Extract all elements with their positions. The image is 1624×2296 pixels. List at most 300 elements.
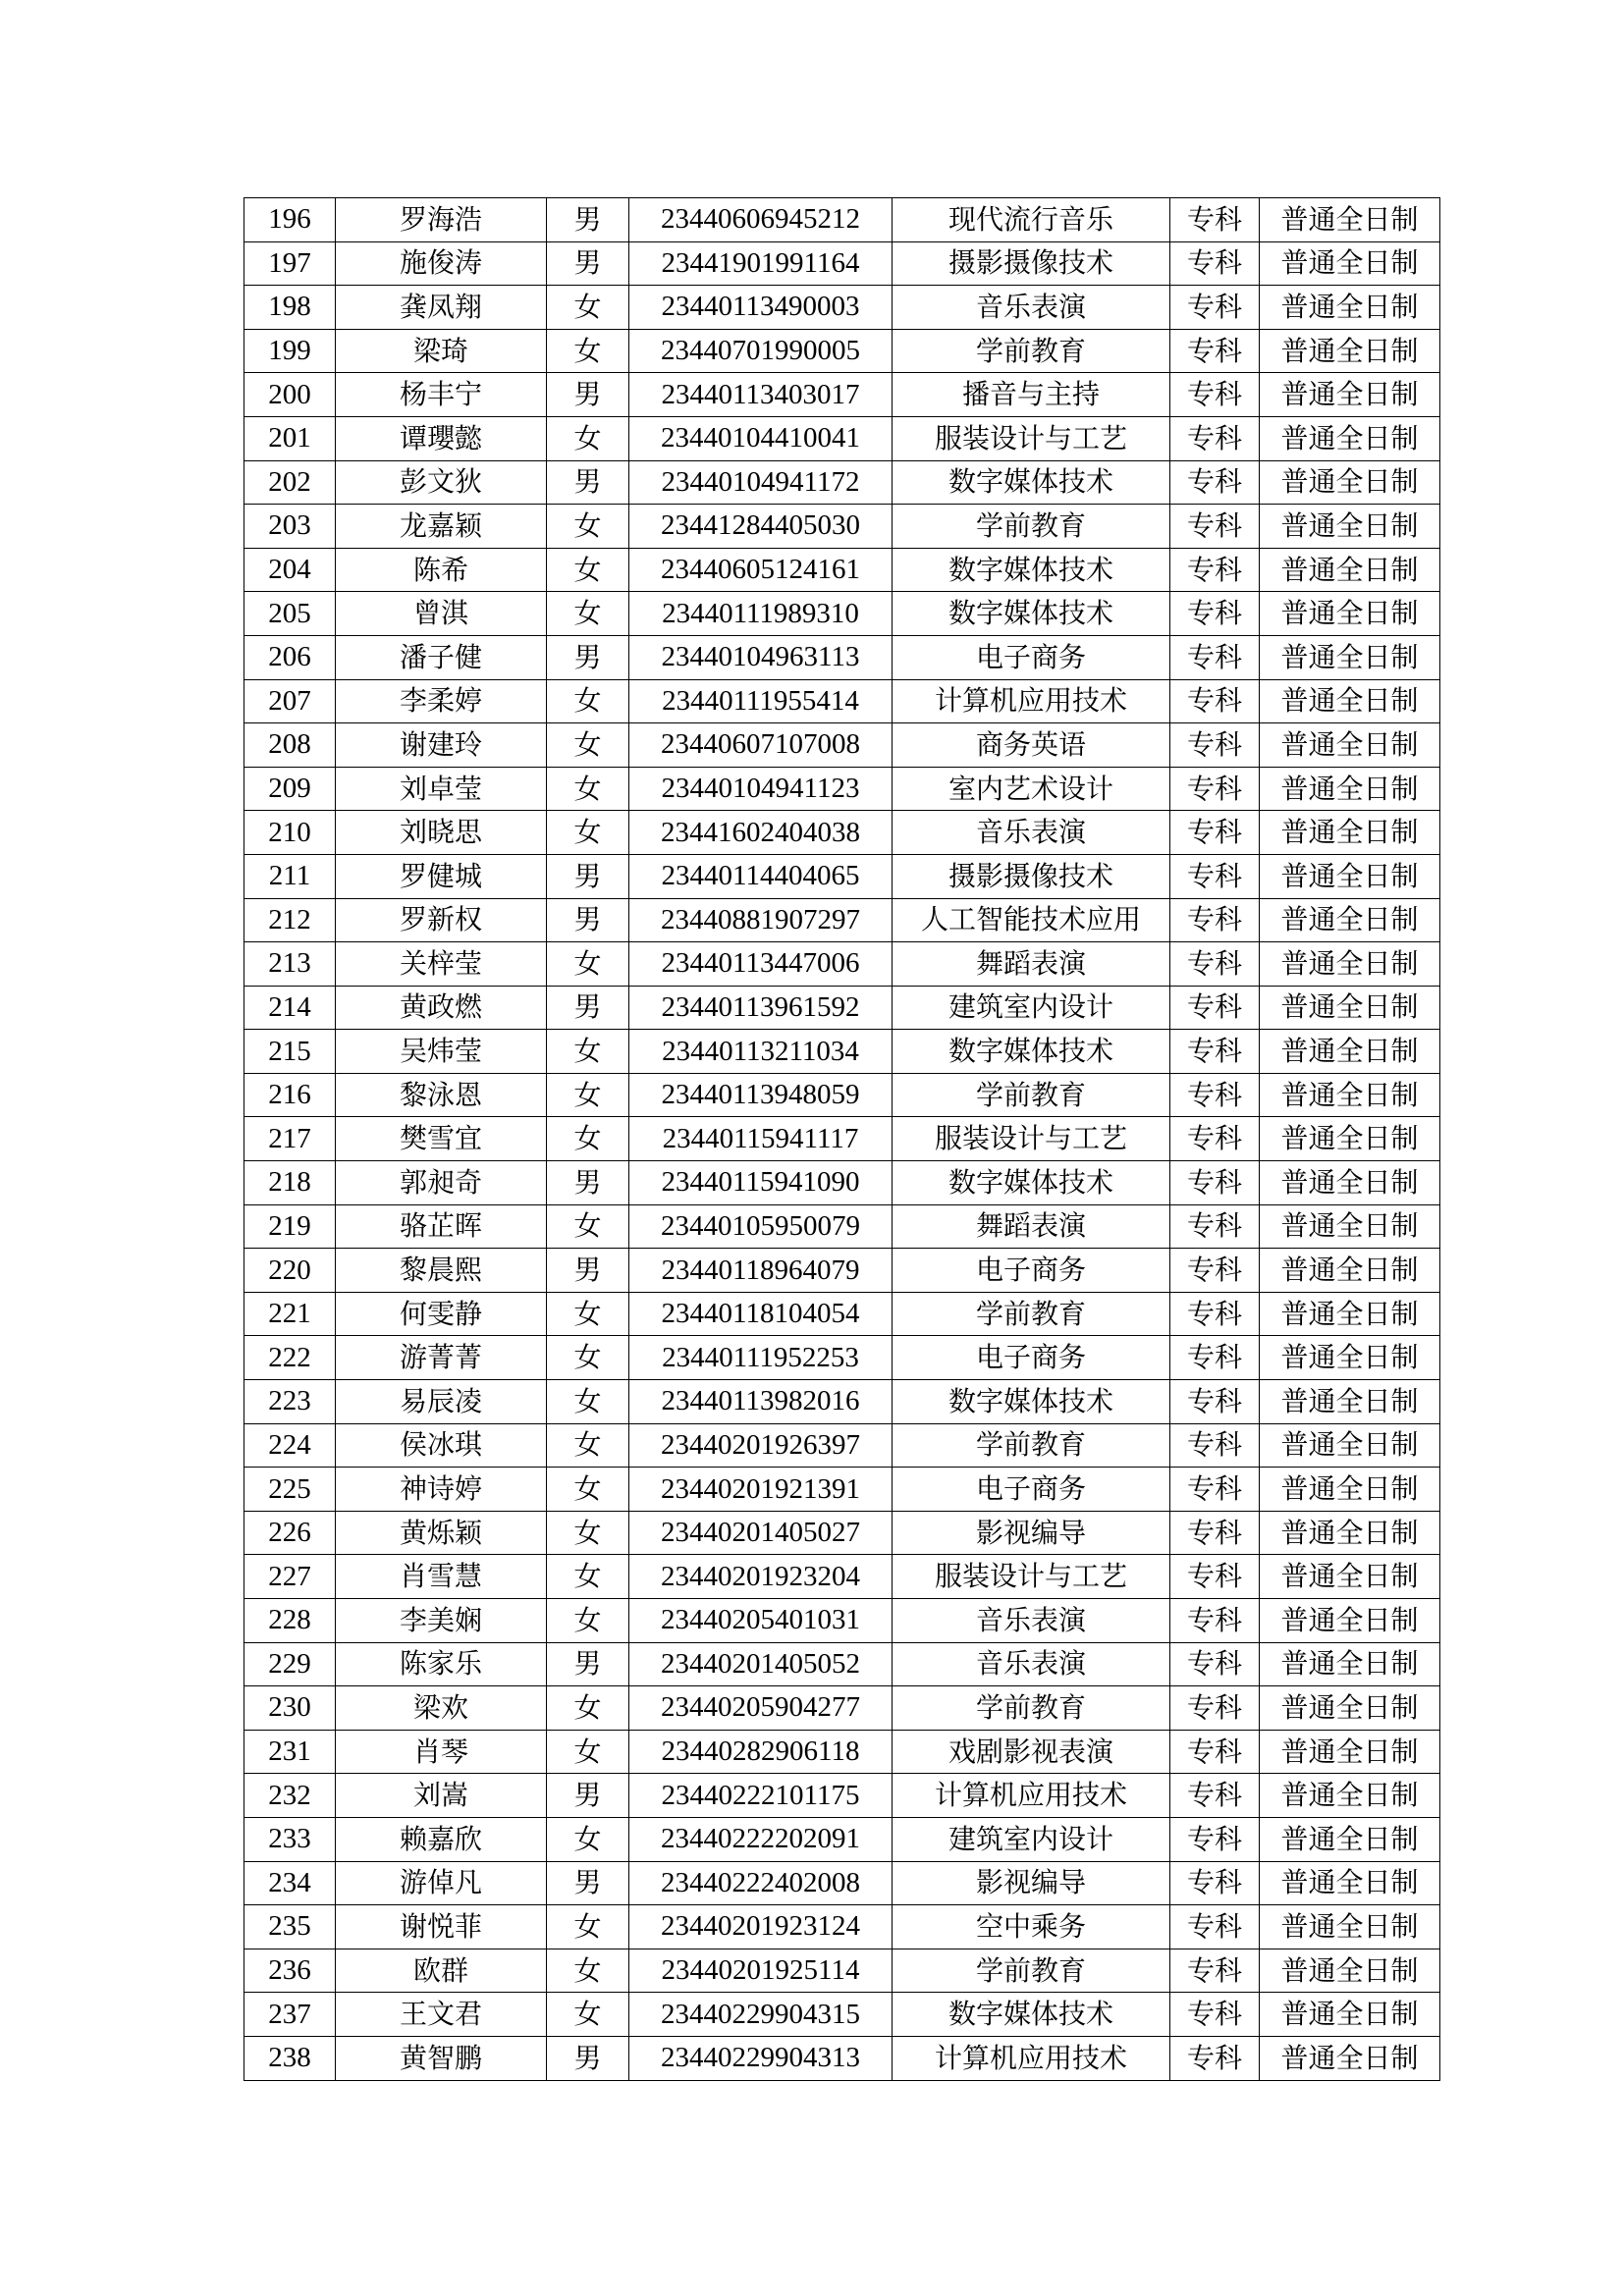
table-row [244, 373, 1440, 417]
study-mode-cell: 普通全日制 [1260, 635, 1440, 679]
candidate-number-cell: 23440222402008 [629, 1861, 893, 1905]
education-level-cell: 专科 [1170, 1161, 1260, 1205]
major-cell: 学前教育 [893, 505, 1170, 549]
student-name-cell: 关梓莹 [336, 942, 547, 987]
student-name-cell: 罗健城 [336, 854, 547, 898]
row-number-cell: 219 [244, 1204, 336, 1249]
gender-cell: 女 [547, 592, 629, 636]
row-number-cell: 233 [244, 1817, 336, 1861]
gender-cell: 男 [547, 1249, 629, 1293]
major-cell: 数字媒体技术 [893, 1161, 1170, 1205]
student-name-cell: 郭昶奇 [336, 1161, 547, 1205]
row-number-cell: 203 [244, 505, 336, 549]
row-number-cell: 224 [244, 1423, 336, 1468]
gender-cell: 女 [547, 1599, 629, 1643]
student-name-cell: 龙嘉颖 [336, 505, 547, 549]
study-mode-cell: 普通全日制 [1260, 679, 1440, 723]
table-row [244, 460, 1440, 505]
candidate-number-cell: 23440229904315 [629, 1993, 893, 2037]
student-name-cell: 易辰凌 [336, 1380, 547, 1424]
student-name-cell: 施俊涛 [336, 241, 547, 286]
student-name-cell: 李柔婷 [336, 679, 547, 723]
table-row [244, 416, 1440, 460]
major-cell: 空中乘务 [893, 1905, 1170, 1949]
table-row [244, 1774, 1440, 1818]
student-name-cell: 游倬凡 [336, 1861, 547, 1905]
major-cell: 舞蹈表演 [893, 1204, 1170, 1249]
study-mode-cell: 普通全日制 [1260, 1905, 1440, 1949]
candidate-number-cell: 23440113961592 [629, 986, 893, 1030]
table-row [244, 723, 1440, 768]
major-cell: 摄影摄像技术 [893, 241, 1170, 286]
major-cell: 影视编导 [893, 1511, 1170, 1555]
table-row [244, 1423, 1440, 1468]
row-number-cell: 196 [244, 198, 336, 242]
student-name-cell: 陈家乐 [336, 1642, 547, 1686]
row-number-cell: 218 [244, 1161, 336, 1205]
candidate-number-cell: 23440282906118 [629, 1730, 893, 1774]
study-mode-cell: 普通全日制 [1260, 548, 1440, 592]
major-cell: 数字媒体技术 [893, 592, 1170, 636]
student-name-cell: 梁欢 [336, 1686, 547, 1731]
major-cell: 服装设计与工艺 [893, 416, 1170, 460]
major-cell: 计算机应用技术 [893, 2036, 1170, 2080]
row-number-cell: 229 [244, 1642, 336, 1686]
study-mode-cell: 普通全日制 [1260, 854, 1440, 898]
candidate-number-cell: 23441602404038 [629, 811, 893, 855]
study-mode-cell: 普通全日制 [1260, 373, 1440, 417]
candidate-number-cell: 23440118104054 [629, 1292, 893, 1336]
row-number-cell: 198 [244, 286, 336, 330]
candidate-number-cell: 23440606945212 [629, 198, 893, 242]
candidate-number-cell: 23440222202091 [629, 1817, 893, 1861]
study-mode-cell: 普通全日制 [1260, 811, 1440, 855]
row-number-cell: 202 [244, 460, 336, 505]
candidate-number-cell: 23440113982016 [629, 1380, 893, 1424]
gender-cell: 女 [547, 1380, 629, 1424]
row-number-cell: 235 [244, 1905, 336, 1949]
education-level-cell: 专科 [1170, 1555, 1260, 1599]
student-name-cell: 陈希 [336, 548, 547, 592]
study-mode-cell: 普通全日制 [1260, 986, 1440, 1030]
education-level-cell: 专科 [1170, 1423, 1260, 1468]
candidate-number-cell: 23440113403017 [629, 373, 893, 417]
gender-cell: 女 [547, 1030, 629, 1074]
student-name-cell: 何雯静 [336, 1292, 547, 1336]
student-name-cell: 黎晨熙 [336, 1249, 547, 1293]
table-row [244, 1117, 1440, 1161]
candidate-number-cell: 23440111989310 [629, 592, 893, 636]
major-cell: 音乐表演 [893, 811, 1170, 855]
major-cell: 学前教育 [893, 1292, 1170, 1336]
candidate-number-cell: 23440205904277 [629, 1686, 893, 1731]
gender-cell: 男 [547, 1774, 629, 1818]
gender-cell: 女 [547, 1905, 629, 1949]
student-name-cell: 潘子健 [336, 635, 547, 679]
education-level-cell: 专科 [1170, 1993, 1260, 2037]
student-name-cell: 刘卓莹 [336, 767, 547, 811]
education-level-cell: 专科 [1170, 2036, 1260, 2080]
table-row [244, 548, 1440, 592]
table-row [244, 1905, 1440, 1949]
gender-cell: 男 [547, 198, 629, 242]
study-mode-cell: 普通全日制 [1260, 1073, 1440, 1117]
student-name-cell: 李美娴 [336, 1599, 547, 1643]
student-name-cell: 谢建玲 [336, 723, 547, 768]
candidate-number-cell: 23440201923124 [629, 1905, 893, 1949]
student-name-cell: 肖雪慧 [336, 1555, 547, 1599]
study-mode-cell: 普通全日制 [1260, 1861, 1440, 1905]
student-name-cell: 黎泳恩 [336, 1073, 547, 1117]
table-row [244, 811, 1440, 855]
student-name-cell: 骆芷晖 [336, 1204, 547, 1249]
row-number-cell: 221 [244, 1292, 336, 1336]
major-cell: 电子商务 [893, 1336, 1170, 1380]
major-cell: 建筑室内设计 [893, 986, 1170, 1030]
study-mode-cell: 普通全日制 [1260, 329, 1440, 373]
education-level-cell: 专科 [1170, 986, 1260, 1030]
candidate-number-cell: 23440113447006 [629, 942, 893, 987]
student-name-cell: 罗新权 [336, 898, 547, 942]
education-level-cell: 专科 [1170, 329, 1260, 373]
education-level-cell: 专科 [1170, 1511, 1260, 1555]
candidate-number-cell: 23440701990005 [629, 329, 893, 373]
row-number-cell: 216 [244, 1073, 336, 1117]
education-level-cell: 专科 [1170, 1249, 1260, 1293]
study-mode-cell: 普通全日制 [1260, 1774, 1440, 1818]
row-number-cell: 205 [244, 592, 336, 636]
table-row [244, 1511, 1440, 1555]
student-name-cell: 神诗婷 [336, 1468, 547, 1512]
table-row [244, 2036, 1440, 2080]
major-cell: 数字媒体技术 [893, 460, 1170, 505]
student-name-cell: 游菁菁 [336, 1336, 547, 1380]
table-body [244, 198, 1440, 2081]
student-name-cell: 赖嘉欣 [336, 1817, 547, 1861]
gender-cell: 女 [547, 1336, 629, 1380]
candidate-number-cell: 23440104410041 [629, 416, 893, 460]
gender-cell: 女 [547, 1555, 629, 1599]
gender-cell: 女 [547, 1292, 629, 1336]
education-level-cell: 专科 [1170, 854, 1260, 898]
candidate-number-cell: 23440114404065 [629, 854, 893, 898]
gender-cell: 女 [547, 811, 629, 855]
education-level-cell: 专科 [1170, 373, 1260, 417]
gender-cell: 男 [547, 854, 629, 898]
education-level-cell: 专科 [1170, 1117, 1260, 1161]
major-cell: 商务英语 [893, 723, 1170, 768]
gender-cell: 女 [547, 942, 629, 987]
row-number-cell: 204 [244, 548, 336, 592]
education-level-cell: 专科 [1170, 1686, 1260, 1731]
major-cell: 影视编导 [893, 1861, 1170, 1905]
row-number-cell: 211 [244, 854, 336, 898]
table-row [244, 1030, 1440, 1074]
major-cell: 室内艺术设计 [893, 767, 1170, 811]
education-level-cell: 专科 [1170, 811, 1260, 855]
education-level-cell: 专科 [1170, 679, 1260, 723]
row-number-cell: 201 [244, 416, 336, 460]
study-mode-cell: 普通全日制 [1260, 1949, 1440, 1993]
study-mode-cell: 普通全日制 [1260, 1511, 1440, 1555]
candidate-number-cell: 23440229904313 [629, 2036, 893, 2080]
student-name-cell: 谭瓔懿 [336, 416, 547, 460]
candidate-number-cell: 23440201925114 [629, 1949, 893, 1993]
candidate-number-cell: 23440104963113 [629, 635, 893, 679]
row-number-cell: 209 [244, 767, 336, 811]
major-cell: 服装设计与工艺 [893, 1117, 1170, 1161]
row-number-cell: 228 [244, 1599, 336, 1643]
candidate-number-cell: 23440113211034 [629, 1030, 893, 1074]
table-row [244, 241, 1440, 286]
study-mode-cell: 普通全日制 [1260, 1599, 1440, 1643]
row-number-cell: 212 [244, 898, 336, 942]
row-number-cell: 217 [244, 1117, 336, 1161]
gender-cell: 男 [547, 373, 629, 417]
education-level-cell: 专科 [1170, 1905, 1260, 1949]
major-cell: 学前教育 [893, 1423, 1170, 1468]
education-level-cell: 专科 [1170, 1599, 1260, 1643]
major-cell: 计算机应用技术 [893, 679, 1170, 723]
major-cell: 音乐表演 [893, 286, 1170, 330]
table-row [244, 679, 1440, 723]
education-level-cell: 专科 [1170, 1730, 1260, 1774]
row-number-cell: 230 [244, 1686, 336, 1731]
table-row [244, 1949, 1440, 1993]
study-mode-cell: 普通全日制 [1260, 1249, 1440, 1293]
table-row [244, 1599, 1440, 1643]
gender-cell: 女 [547, 329, 629, 373]
gender-cell: 女 [547, 1468, 629, 1512]
study-mode-cell: 普通全日制 [1260, 286, 1440, 330]
gender-cell: 女 [547, 1073, 629, 1117]
table-row [244, 1642, 1440, 1686]
major-cell: 学前教育 [893, 1949, 1170, 1993]
study-mode-cell: 普通全日制 [1260, 1817, 1440, 1861]
major-cell: 音乐表演 [893, 1599, 1170, 1643]
study-mode-cell: 普通全日制 [1260, 1686, 1440, 1731]
table-row [244, 1686, 1440, 1731]
table-row [244, 329, 1440, 373]
row-number-cell: 197 [244, 241, 336, 286]
gender-cell: 男 [547, 1161, 629, 1205]
student-name-cell: 杨丰宁 [336, 373, 547, 417]
candidate-number-cell: 23440607107008 [629, 723, 893, 768]
gender-cell: 女 [547, 1117, 629, 1161]
student-name-cell: 侯冰琪 [336, 1423, 547, 1468]
study-mode-cell: 普通全日制 [1260, 767, 1440, 811]
gender-cell: 女 [547, 679, 629, 723]
gender-cell: 男 [547, 635, 629, 679]
gender-cell: 女 [547, 505, 629, 549]
study-mode-cell: 普通全日制 [1260, 1161, 1440, 1205]
education-level-cell: 专科 [1170, 416, 1260, 460]
candidate-number-cell: 23440222101175 [629, 1774, 893, 1818]
study-mode-cell: 普通全日制 [1260, 198, 1440, 242]
gender-cell: 女 [547, 1730, 629, 1774]
study-mode-cell: 普通全日制 [1260, 898, 1440, 942]
gender-cell: 女 [547, 1511, 629, 1555]
student-name-cell: 刘晓思 [336, 811, 547, 855]
table-row [244, 1336, 1440, 1380]
student-name-cell: 樊雪宜 [336, 1117, 547, 1161]
table-row [244, 1468, 1440, 1512]
row-number-cell: 207 [244, 679, 336, 723]
education-level-cell: 专科 [1170, 767, 1260, 811]
row-number-cell: 232 [244, 1774, 336, 1818]
gender-cell: 女 [547, 548, 629, 592]
major-cell: 现代流行音乐 [893, 198, 1170, 242]
row-number-cell: 237 [244, 1993, 336, 2037]
table-row [244, 198, 1440, 242]
education-level-cell: 专科 [1170, 635, 1260, 679]
student-name-cell: 黄智鹏 [336, 2036, 547, 2080]
gender-cell: 女 [547, 1817, 629, 1861]
major-cell: 数字媒体技术 [893, 1030, 1170, 1074]
major-cell: 学前教育 [893, 329, 1170, 373]
education-level-cell: 专科 [1170, 1861, 1260, 1905]
education-level-cell: 专科 [1170, 1380, 1260, 1424]
gender-cell: 女 [547, 1949, 629, 1993]
gender-cell: 女 [547, 723, 629, 768]
row-number-cell: 227 [244, 1555, 336, 1599]
table-row [244, 592, 1440, 636]
candidate-number-cell: 23440113490003 [629, 286, 893, 330]
candidate-number-cell: 23440111952253 [629, 1336, 893, 1380]
candidate-number-cell: 23440115941117 [629, 1117, 893, 1161]
candidate-number-cell: 23441284405030 [629, 505, 893, 549]
table-row [244, 1993, 1440, 2037]
education-level-cell: 专科 [1170, 1336, 1260, 1380]
row-number-cell: 220 [244, 1249, 336, 1293]
major-cell: 学前教育 [893, 1073, 1170, 1117]
education-level-cell: 专科 [1170, 1642, 1260, 1686]
row-number-cell: 226 [244, 1511, 336, 1555]
major-cell: 电子商务 [893, 635, 1170, 679]
table-row [244, 1161, 1440, 1205]
gender-cell: 女 [547, 1686, 629, 1731]
education-level-cell: 专科 [1170, 1030, 1260, 1074]
row-number-cell: 238 [244, 2036, 336, 2080]
gender-cell: 女 [547, 1423, 629, 1468]
study-mode-cell: 普通全日制 [1260, 241, 1440, 286]
candidate-number-cell: 23440118964079 [629, 1249, 893, 1293]
student-name-cell: 吴炜莹 [336, 1030, 547, 1074]
candidate-number-cell: 23440881907297 [629, 898, 893, 942]
candidate-number-cell: 23440201405052 [629, 1642, 893, 1686]
education-level-cell: 专科 [1170, 1073, 1260, 1117]
table-row [244, 986, 1440, 1030]
study-mode-cell: 普通全日制 [1260, 723, 1440, 768]
study-mode-cell: 普通全日制 [1260, 1555, 1440, 1599]
row-number-cell: 215 [244, 1030, 336, 1074]
candidate-number-cell: 23440205401031 [629, 1599, 893, 1643]
education-level-cell: 专科 [1170, 898, 1260, 942]
student-name-cell: 欧群 [336, 1949, 547, 1993]
table-row [244, 1555, 1440, 1599]
study-mode-cell: 普通全日制 [1260, 1993, 1440, 2037]
major-cell: 建筑室内设计 [893, 1817, 1170, 1861]
student-name-cell: 谢悦菲 [336, 1905, 547, 1949]
education-level-cell: 专科 [1170, 1774, 1260, 1818]
major-cell: 戏剧影视表演 [893, 1730, 1170, 1774]
table-row [244, 635, 1440, 679]
candidate-number-cell: 23440104941123 [629, 767, 893, 811]
major-cell: 音乐表演 [893, 1642, 1170, 1686]
education-level-cell: 专科 [1170, 286, 1260, 330]
candidate-number-cell: 23440111955414 [629, 679, 893, 723]
candidate-number-cell: 23440105950079 [629, 1204, 893, 1249]
study-mode-cell: 普通全日制 [1260, 460, 1440, 505]
study-mode-cell: 普通全日制 [1260, 1030, 1440, 1074]
table-row [244, 1292, 1440, 1336]
table-row [244, 1817, 1440, 1861]
gender-cell: 男 [547, 898, 629, 942]
education-level-cell: 专科 [1170, 505, 1260, 549]
study-mode-cell: 普通全日制 [1260, 1204, 1440, 1249]
candidate-number-cell: 23440104941172 [629, 460, 893, 505]
table-row [244, 854, 1440, 898]
table-row [244, 898, 1440, 942]
row-number-cell: 223 [244, 1380, 336, 1424]
education-level-cell: 专科 [1170, 1204, 1260, 1249]
candidate-number-cell: 23440201926397 [629, 1423, 893, 1468]
major-cell: 数字媒体技术 [893, 1993, 1170, 2037]
study-mode-cell: 普通全日制 [1260, 942, 1440, 987]
education-level-cell: 专科 [1170, 942, 1260, 987]
row-number-cell: 234 [244, 1861, 336, 1905]
major-cell: 计算机应用技术 [893, 1774, 1170, 1818]
student-list-table [244, 197, 1440, 2081]
gender-cell: 女 [547, 1204, 629, 1249]
major-cell: 服装设计与工艺 [893, 1555, 1170, 1599]
gender-cell: 男 [547, 1642, 629, 1686]
row-number-cell: 213 [244, 942, 336, 987]
student-name-cell: 刘嵩 [336, 1774, 547, 1818]
candidate-number-cell: 23440115941090 [629, 1161, 893, 1205]
table-row [244, 1204, 1440, 1249]
education-level-cell: 专科 [1170, 198, 1260, 242]
major-cell: 电子商务 [893, 1249, 1170, 1293]
study-mode-cell: 普通全日制 [1260, 416, 1440, 460]
major-cell: 数字媒体技术 [893, 548, 1170, 592]
row-number-cell: 206 [244, 635, 336, 679]
gender-cell: 女 [547, 767, 629, 811]
major-cell: 舞蹈表演 [893, 942, 1170, 987]
table-row [244, 942, 1440, 987]
education-level-cell: 专科 [1170, 1468, 1260, 1512]
gender-cell: 男 [547, 2036, 629, 2080]
candidate-number-cell: 23440201923204 [629, 1555, 893, 1599]
education-level-cell: 专科 [1170, 592, 1260, 636]
student-name-cell: 罗海浩 [336, 198, 547, 242]
row-number-cell: 225 [244, 1468, 336, 1512]
education-level-cell: 专科 [1170, 241, 1260, 286]
education-level-cell: 专科 [1170, 1817, 1260, 1861]
candidate-number-cell: 23441901991164 [629, 241, 893, 286]
major-cell: 电子商务 [893, 1468, 1170, 1512]
table-row [244, 1073, 1440, 1117]
row-number-cell: 214 [244, 986, 336, 1030]
table-row [244, 1861, 1440, 1905]
major-cell: 摄影摄像技术 [893, 854, 1170, 898]
row-number-cell: 208 [244, 723, 336, 768]
table-row [244, 1380, 1440, 1424]
study-mode-cell: 普通全日制 [1260, 1336, 1440, 1380]
study-mode-cell: 普通全日制 [1260, 2036, 1440, 2080]
row-number-cell: 200 [244, 373, 336, 417]
education-level-cell: 专科 [1170, 548, 1260, 592]
